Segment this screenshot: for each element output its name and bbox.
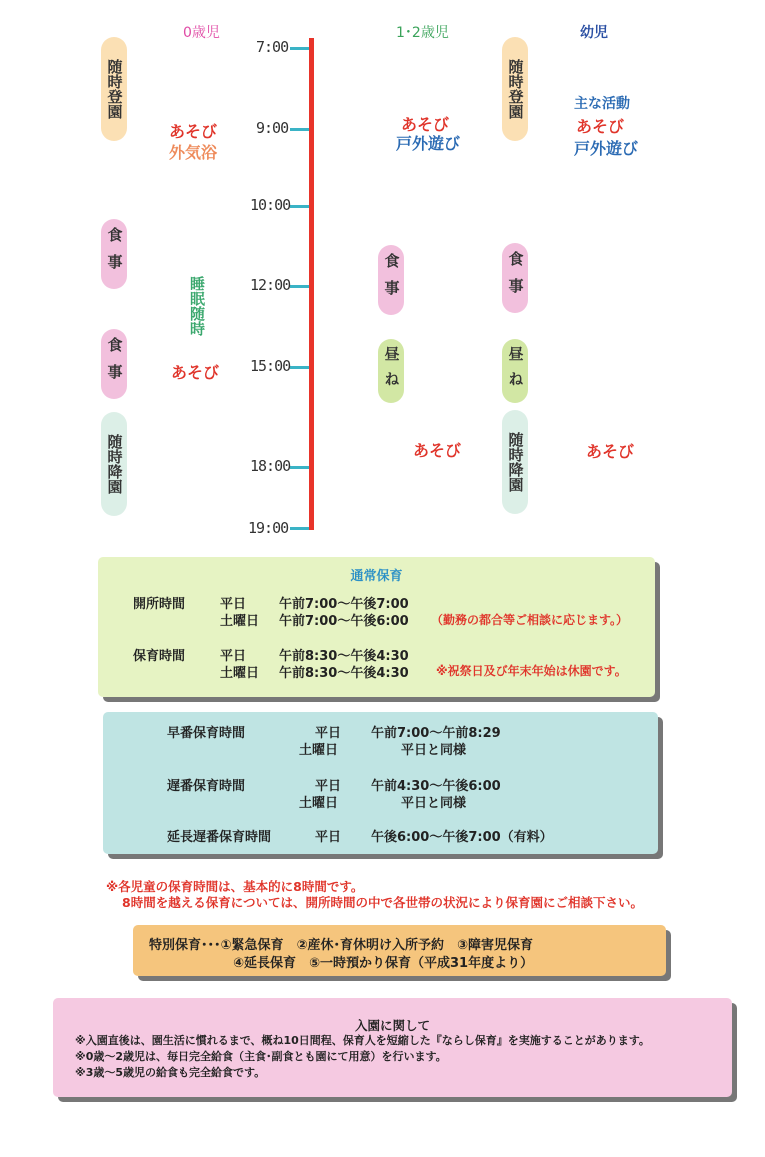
special-care-box: [133, 925, 666, 976]
pill-age0-leave: [101, 412, 127, 516]
infant-play1-sub: 戸外遊び: [573, 139, 638, 158]
infant-play2: あそび: [585, 442, 634, 461]
ext-label: 延長遅番保育時間: [167, 830, 272, 845]
pill-text: 食事: [105, 337, 124, 391]
late-weekday-label: 平日: [315, 779, 342, 794]
special-line2: ④延長保育 ⑤一時預かり保育（平成31年度より）: [233, 956, 534, 971]
open-note: （勤務の都合等ご相談に応じます。）: [431, 613, 629, 627]
tick-1500: [290, 366, 309, 369]
pill-age0-meal1: [101, 219, 127, 289]
tick-900: [290, 128, 309, 131]
normal-care-title: 通常保育: [350, 569, 403, 584]
age12-play2: あそび: [412, 441, 461, 460]
age0-play1: あそび: [168, 122, 217, 141]
notice-line1: ※各児童の保育時間は、基本的に8時間です。: [106, 879, 364, 894]
tick-700: [290, 47, 309, 50]
infant-main-label: 主な活動: [574, 96, 630, 112]
care-weekday-time: 午前8:30～午後4:30: [279, 649, 409, 664]
early-weekday-label: 平日: [315, 726, 342, 741]
pill-infant-nap: [502, 339, 528, 403]
tick-1000: [290, 205, 309, 208]
tick-1800: [290, 466, 309, 469]
sleep-text: 睡眠随時: [188, 276, 206, 336]
age0-sleep: [187, 276, 206, 336]
time-label: 9:00: [256, 119, 289, 137]
tick-1900: [290, 527, 309, 530]
pill-infant-leave: [502, 410, 528, 514]
age0-play1-sub: 外気浴: [168, 143, 217, 162]
timeline-bar: [309, 38, 314, 530]
care-note: ※祝祭日及び年末年始は休園です。: [436, 664, 627, 678]
admission-title: 入園に関して: [354, 1018, 430, 1033]
admission-box: [53, 998, 732, 1097]
pill-age12-nap: [378, 339, 404, 403]
time-label: 7:00: [256, 38, 289, 56]
pill-age0-arrive: [101, 37, 127, 141]
age12-play1: あそび: [400, 115, 449, 134]
age0-play2: あそび: [170, 363, 219, 382]
pill-text: 食事: [105, 227, 124, 281]
pill-text: 昼ね: [382, 346, 401, 396]
pill-text: 随時登園: [506, 59, 525, 119]
open-weekday-label: 平日: [220, 597, 247, 612]
pill-age12-meal: [378, 245, 404, 315]
ext-weekday-label: 平日: [315, 830, 342, 845]
pill-infant-meal: [502, 243, 528, 313]
open-weekday-time: 午前7:00～午後7:00: [279, 597, 409, 612]
early-weekday-time: 午前7:00～午前8:29: [371, 726, 501, 741]
admission-line3: ※3歳～5歳児の給食も完全給食です。: [75, 1066, 266, 1079]
time-label: 15:00: [250, 357, 291, 375]
pill-text: 随時降園: [506, 432, 525, 492]
early-saturday-label: 土曜日: [299, 743, 339, 758]
pill-age0-meal2: [101, 329, 127, 399]
pill-text: 食事: [506, 251, 525, 305]
time-label: 12:00: [250, 276, 291, 294]
care-saturday-time: 午前8:30～午後4:30: [279, 666, 409, 681]
infant-play1: あそび: [575, 117, 624, 136]
late-weekday-time: 午前4:30～午後6:00: [371, 779, 501, 794]
late-label: 遅番保育時間: [167, 779, 246, 794]
admission-line2: ※0歳～2歳児は、毎日完全給食（主食･副食とも園にて用意）を行います。: [75, 1050, 447, 1063]
late-saturday-time: 平日と同様: [401, 796, 467, 811]
care-saturday-label: 土曜日: [220, 666, 260, 681]
care-weekday-label: 平日: [220, 649, 247, 664]
special-line1: 特別保育･･･①緊急保育 ②産休･育休明け入所予約 ③障害児保育: [149, 938, 534, 953]
open-saturday-time: 午前7:00～午後6:00: [279, 614, 409, 629]
extended-care-box: [103, 712, 658, 854]
open-label: 開所時間: [133, 597, 186, 612]
early-saturday-time: 平日と同様: [401, 743, 467, 758]
pill-infant-arrive: [502, 37, 528, 141]
header-age0: 0歳児: [183, 25, 220, 41]
notice-line2: 8時間を越える保育については、開所時間の中で各世帯の状況により保育園にご相談下さい。: [122, 895, 643, 910]
header-infant: 幼児: [580, 25, 608, 41]
pill-text: 随時降園: [105, 434, 124, 494]
pill-text: 食事: [382, 253, 401, 307]
early-label: 早番保育時間: [167, 726, 246, 741]
late-saturday-label: 土曜日: [299, 796, 339, 811]
care-label: 保育時間: [133, 649, 186, 664]
time-label: 10:00: [250, 196, 291, 214]
pill-text: 昼ね: [506, 346, 525, 396]
normal-care-box: [98, 557, 655, 697]
open-saturday-label: 土曜日: [220, 614, 260, 629]
admission-line1: ※入園直後は、園生活に慣れるまで、概ね10日間程、保育人を短縮した『ならし保育』を実施することがあります。: [75, 1034, 650, 1047]
time-label: 19:00: [248, 519, 289, 537]
pill-text: 随時登園: [105, 59, 124, 119]
ext-weekday-time: 午後6:00～午後7:00（有料）: [371, 830, 553, 845]
time-label: 18:00: [250, 457, 291, 475]
tick-1200: [290, 285, 309, 288]
header-age12: 1･2歳児: [396, 25, 449, 41]
age12-play1-sub: 戸外遊び: [395, 134, 460, 153]
